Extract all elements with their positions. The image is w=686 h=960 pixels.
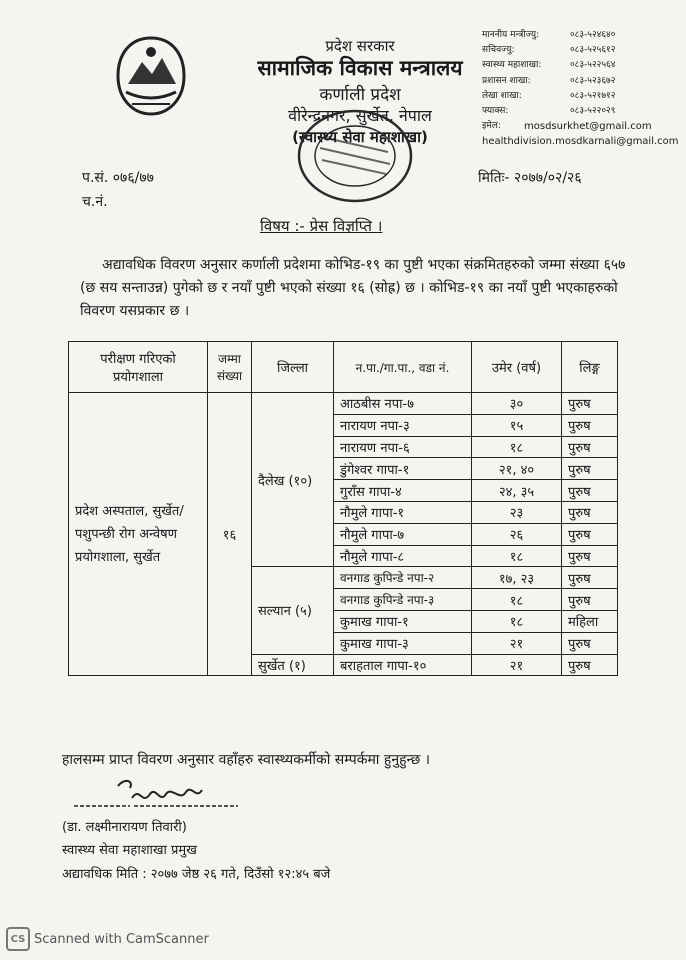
ward-cell: आठबीस नपा-७ — [334, 393, 472, 415]
contact-value: ०८३-५२२०२९ — [570, 106, 616, 117]
age-cell: १८ — [472, 545, 562, 567]
table-header-row — [69, 342, 618, 393]
header-division: (स्वास्थ्य सेवा महाशाखा) — [292, 128, 428, 146]
ward-cell: वनगाड कुपिन्डे नपा-३ — [334, 589, 472, 611]
watermark-text: Scanned with CamScanner — [34, 931, 209, 947]
scanner-watermark — [6, 927, 209, 951]
reference-number: प.सं. ०७६/७७ — [82, 170, 154, 186]
contact-list — [482, 28, 682, 150]
header-gender: लिङ्ग — [562, 342, 618, 393]
gender-cell: पुरुष — [562, 414, 618, 436]
district-cell: दैलेख (१०) — [252, 393, 334, 567]
age-cell: १८ — [472, 589, 562, 611]
ward-cell: डुंगेश्वर गापा-१ — [334, 458, 472, 480]
ward-cell: कुमाख गापा-३ — [334, 632, 472, 654]
age-cell: २१, ४० — [472, 458, 562, 480]
contact-value: ०८३-५२२५६४ — [570, 60, 616, 71]
email-address: healthdivision.mosdkarnali@gmail.com — [482, 136, 679, 148]
letter-date: मितिः- २०७७/०२/२६ — [478, 170, 582, 186]
gender-cell: पुरुष — [562, 567, 618, 589]
contact-label: इमेल: — [482, 121, 501, 132]
contact-label: प्रशासन शाखा: — [482, 75, 531, 86]
header-line-government: प्रदेश सरकार — [325, 37, 395, 55]
gender-cell: महिला — [562, 610, 618, 632]
handwritten-signature — [70, 776, 240, 816]
header-ward: न.पा./गा.पा., वडा नं. — [334, 342, 472, 393]
contact-row — [482, 28, 682, 43]
ward-cell: नौमुले गापा-८ — [334, 545, 472, 567]
age-cell: २३ — [472, 501, 562, 523]
signatory-name: (डा. लक्ष्मीनारायण तिवारी) — [62, 820, 187, 835]
ward-cell: नौमुले गापा-७ — [334, 523, 472, 545]
contact-label: सचिवज्यु: — [482, 45, 515, 56]
camscanner-logo-icon: CS — [6, 927, 30, 951]
age-cell: २४, ३५ — [472, 480, 562, 502]
signatory-title: स्वास्थ्य सेवा महाशाखा प्रमुख — [62, 843, 197, 858]
district-cell: सुर्खेत (१) — [252, 654, 334, 676]
chalani-number: च.नं. — [82, 194, 108, 210]
gender-cell: पुरुष — [562, 393, 618, 415]
age-cell: १८ — [472, 610, 562, 632]
header-ministry-name: सामाजिक विकास मन्त्रालय — [257, 56, 463, 80]
ward-cell: नारायण नपा-६ — [334, 436, 472, 458]
government-emblem — [112, 34, 190, 118]
gender-cell: पुरुष — [562, 654, 618, 676]
ward-cell: बराहताल गापा-१० — [334, 654, 472, 676]
contact-value: ०८३-५२५६१२ — [570, 45, 616, 56]
cases-table — [68, 341, 618, 676]
lab-cell: प्रदेश अस्पताल, सुर्खेत/ पशुपन्छी रोग अन्वेषण प्रयोगशाला, सुर्खेत — [69, 393, 208, 676]
office-stamp — [296, 108, 414, 204]
gender-cell: पुरुष — [562, 501, 618, 523]
gender-cell: पुरुष — [562, 480, 618, 502]
age-cell: ३० — [472, 393, 562, 415]
contact-value: ०८३-५२४६४० — [570, 30, 616, 40]
gender-cell: पुरुष — [562, 436, 618, 458]
closing-sentence: हालसम्म प्राप्त विवरण अनुसार वहाँहरु स्वास्थ्यकर्मीको सम्पर्कमा हुनुहुन्छ । — [62, 752, 431, 768]
contact-label: स्वास्थ्य महाशाखा: — [482, 60, 542, 71]
ward-cell: नौमुले गापा-१ — [334, 501, 472, 523]
update-timestamp: अद्यावधिक मिति : २०७७ जेष्ठ २६ गते, दिउँसो १२:४५ बजे — [62, 867, 331, 882]
age-cell: २१ — [472, 654, 562, 676]
age-cell: १८ — [472, 436, 562, 458]
email-address: mosdsurkhet@gmail.com — [524, 121, 652, 133]
header-lab: परीक्षण गरिएको प्रयोगशाला — [69, 342, 208, 393]
header-province: कर्णाली प्रदेश — [319, 85, 401, 105]
header-age: उमेर (वर्ष) — [472, 342, 562, 393]
ward-cell: नारायण नपा-३ — [334, 414, 472, 436]
contact-label: फ्याक्स: — [482, 106, 509, 117]
contact-row — [482, 119, 682, 134]
district-cell: सल्यान (५) — [252, 567, 334, 654]
contact-row — [482, 104, 682, 119]
intro-paragraph: अद्यावधिक विवरण अनुसार कर्णाली प्रदेशमा कोभिड-१९ का पुष्टी भएका संक्रमितहरुको जम्मा संख्या ६५७ (छ सय सन्ताउन्न) पुगेको छ र नयाँ पुष्टी भएको संख्या १६ (सोह्र) छ । कोभिड-१९ का नयाँ पुष्टी भएकाहरुको विवरण यसप्रकार छ । — [80, 257, 626, 319]
age-cell: १७, २३ — [472, 567, 562, 589]
contact-value: ०८३-५२३६७२ — [570, 75, 616, 86]
contact-row — [482, 74, 682, 89]
ward-cell: गुराँस गापा-४ — [334, 480, 472, 502]
contact-label: माननीय मन्त्रीज्यु: — [482, 30, 540, 40]
header-total: जम्मा संख्या — [208, 342, 252, 393]
contact-row — [482, 89, 682, 104]
total-cell: १६ — [208, 393, 252, 676]
gender-cell: पुरुष — [562, 589, 618, 611]
age-cell: १५ — [472, 414, 562, 436]
contact-label: लेखा शाखा: — [482, 90, 522, 101]
gender-cell: पुरुष — [562, 632, 618, 654]
header-district: जिल्ला — [252, 342, 334, 393]
gender-cell: पुरुष — [562, 545, 618, 567]
gender-cell: पुरुष — [562, 458, 618, 480]
subject-line: विषय :- प्रेस विज्ञप्ति । — [260, 217, 383, 235]
table-row — [69, 393, 618, 415]
contact-row — [482, 134, 682, 149]
ward-cell: कुमाख गापा-१ — [334, 610, 472, 632]
contact-value: ०८३-५२१७१२ — [570, 90, 616, 101]
contact-row — [482, 58, 682, 73]
age-cell: २६ — [472, 523, 562, 545]
gender-cell: पुरुष — [562, 523, 618, 545]
ward-cell: वनगाड कुपिन्डे नपा-२ — [334, 567, 472, 589]
header-address: वीरेन्द्रनगर, सुर्खेत, नेपाल — [288, 106, 432, 125]
contact-row — [482, 43, 682, 58]
age-cell: २१ — [472, 632, 562, 654]
